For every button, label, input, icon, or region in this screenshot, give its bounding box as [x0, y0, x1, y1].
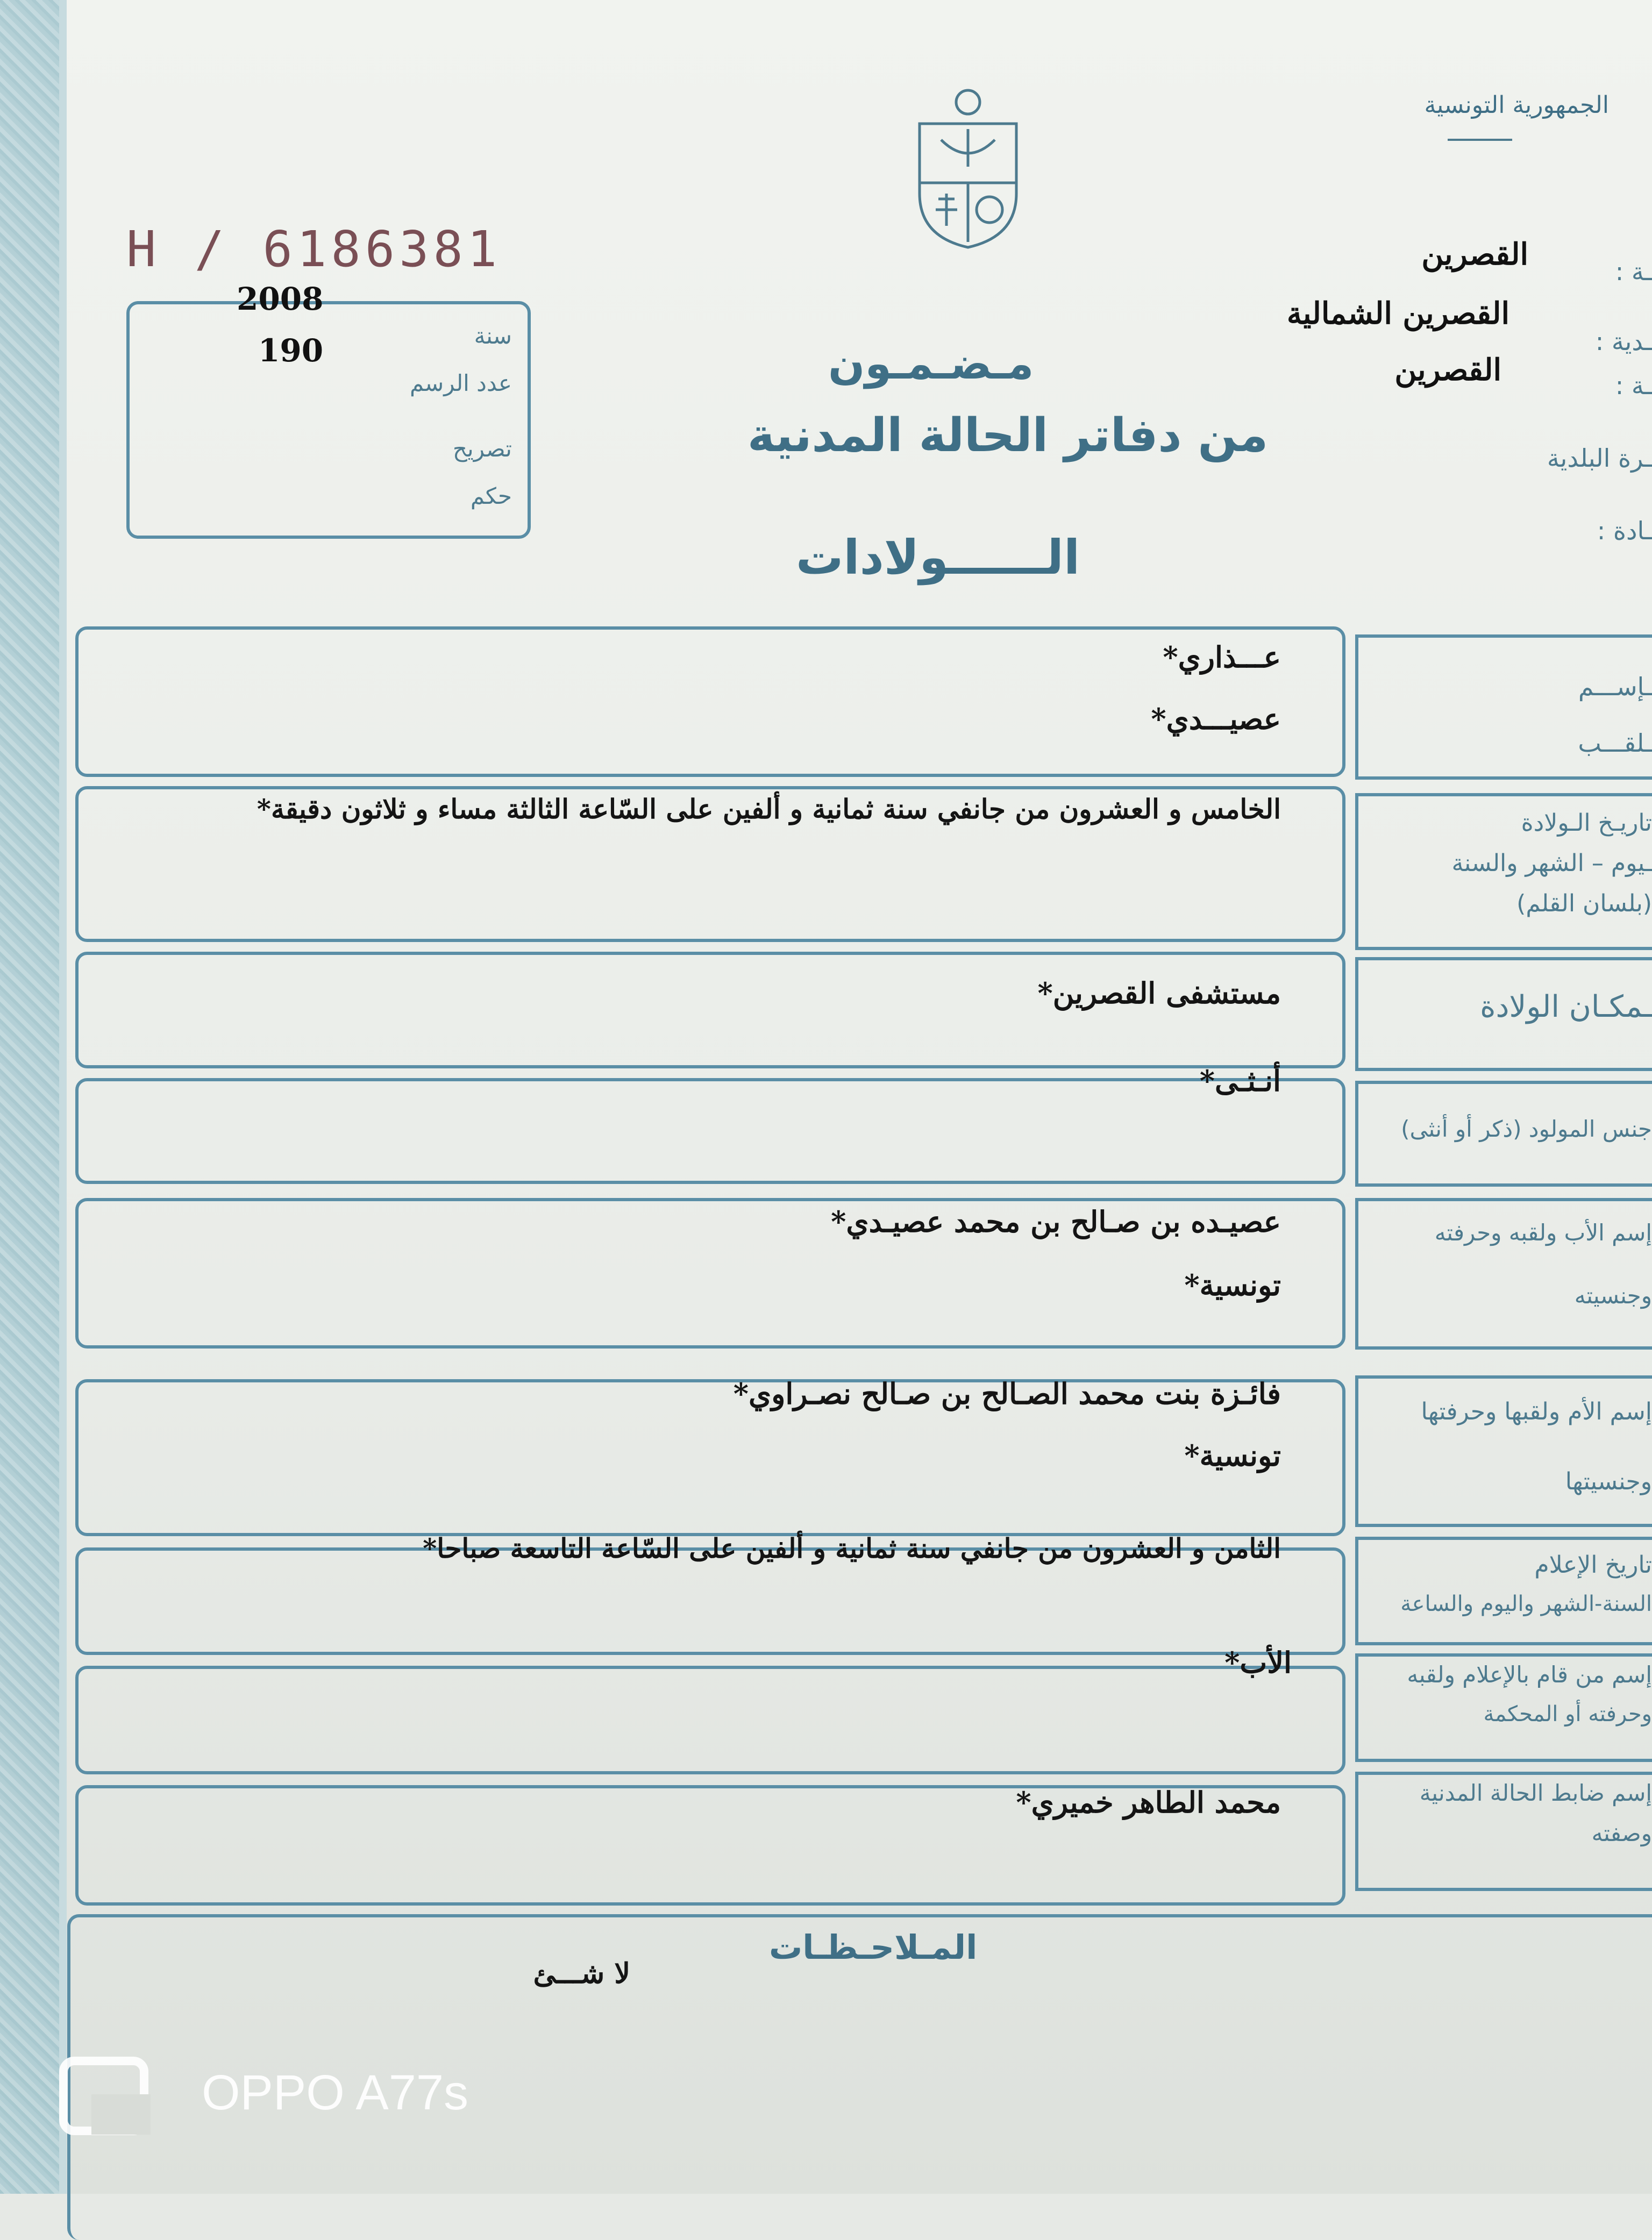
value-birth-place: مستشفى القصرين* — [1038, 976, 1281, 1010]
jurisdiction-label-2: ـدية : — [1596, 327, 1652, 356]
guilloche-border — [0, 0, 59, 2194]
label-declaration-date: تاريخ الإعلام — [1534, 1551, 1652, 1579]
label-first-name: ـإســـم — [1578, 672, 1652, 701]
label-birth-date-words: (بلسان القلم) — [1516, 890, 1652, 917]
remarks-title: المـلاحـظـات — [769, 1928, 977, 1967]
jurisdiction-label-1: ـة : — [1615, 257, 1652, 286]
label-father-nationality: وجنسيته — [1575, 1282, 1652, 1309]
value-first-name: عـــذاري* — [1163, 640, 1281, 674]
label-declarant: إسم من قام بالإعلام ولقبه — [1407, 1661, 1652, 1688]
label-father: إسم الأب ولقبه وحرفته — [1435, 1219, 1652, 1246]
section-title: الــــــولادات — [796, 530, 1080, 585]
label-birth-place: ـمكـان الولادة — [1480, 989, 1652, 1024]
value-father: عصيـده بن صـالح بن محمد عصيـدي* — [831, 1204, 1281, 1239]
value-father-nationality: تونسية* — [1184, 1268, 1281, 1302]
title-line-1: مـضـمـون — [828, 339, 1034, 389]
delegation-value: القصرين الشمالية — [1287, 296, 1509, 331]
value-birth-date: الخامس و العشرون من جانفي سنة ثمانية و ألفين على السّاعة الثالثة مساء و ثلاثون دقيقة* — [257, 793, 1281, 825]
value-declarant: الأب* — [1224, 1645, 1292, 1680]
label-surname: ـلقـــب — [1578, 729, 1652, 758]
value-officer: محمد الطاهر خميري* — [1016, 1785, 1281, 1820]
label-officer: إسم ضابط الحالة المدنية — [1420, 1780, 1652, 1806]
label-birth-date: تاريـخ الـولادة — [1521, 809, 1652, 837]
jurisdiction-label-4: ـرة البلدية — [1547, 444, 1652, 473]
republic-header: الجمهورية التونسية — [1424, 91, 1609, 119]
value-mother: فائـزة بنت محمد الصـالح بن صـالح نصـراوي* — [734, 1376, 1281, 1411]
title-line-2: من دفاتر الحالة المدنية — [747, 409, 1268, 462]
value-surname: عصيـــدي* — [1151, 702, 1281, 736]
label-declaration-date-detail: السنة-الشهر واليوم والساعة — [1400, 1592, 1652, 1616]
value-mother-nationality: تونسية* — [1184, 1438, 1281, 1473]
year-label: سنة — [474, 323, 512, 349]
tunisia-coat-of-arms-icon — [903, 86, 1032, 253]
serial-number: H / 6186381 — [126, 220, 501, 278]
governorate-value: القصرين — [1421, 237, 1528, 272]
judgment-label: حكم — [471, 483, 512, 509]
label-officer-title: وصفته — [1592, 1820, 1652, 1846]
row-declarant-value-box — [75, 1666, 1345, 1774]
jurisdiction-label-3: ـة : — [1615, 371, 1652, 400]
registration-number-label: عدد الرسم — [410, 370, 512, 396]
camera-logo-icon — [59, 2057, 156, 2137]
border-inner-strip — [59, 0, 67, 2194]
value-sex: أنـثـى* — [1200, 1064, 1281, 1098]
registration-number-value: 190 — [258, 332, 323, 369]
municipality-value: القصرين — [1394, 352, 1501, 388]
header-underline — [1448, 139, 1512, 141]
camera-watermark: OPPO A77s — [202, 2065, 468, 2121]
row-sex-value-box — [75, 1078, 1345, 1184]
label-declarant-profession: وحرفته أو المحكمة — [1483, 1702, 1652, 1727]
label-mother-nationality: وجنسيتها — [1565, 1468, 1652, 1495]
value-declaration-date: الثامن و العشرون من جانفي سنة ثمانية و ألفين على السّاعة التاسعة صباحا* — [423, 1532, 1281, 1564]
registration-year-value: 2008 — [237, 281, 323, 317]
row-name-label-box — [1355, 634, 1652, 780]
label-mother: إسم الأم ولقبها وحرفتها — [1421, 1398, 1652, 1425]
remarks-value: لا شـــئ — [533, 1957, 630, 1990]
label-sex: جنس المولود (ذكر أو أنثى) — [1401, 1116, 1652, 1142]
declaration-label: تصريح — [453, 436, 512, 462]
jurisdiction-label-5: ـادة : — [1597, 516, 1652, 545]
label-birth-date-detail: ـيوم – الشهر والسنة — [1451, 850, 1652, 877]
